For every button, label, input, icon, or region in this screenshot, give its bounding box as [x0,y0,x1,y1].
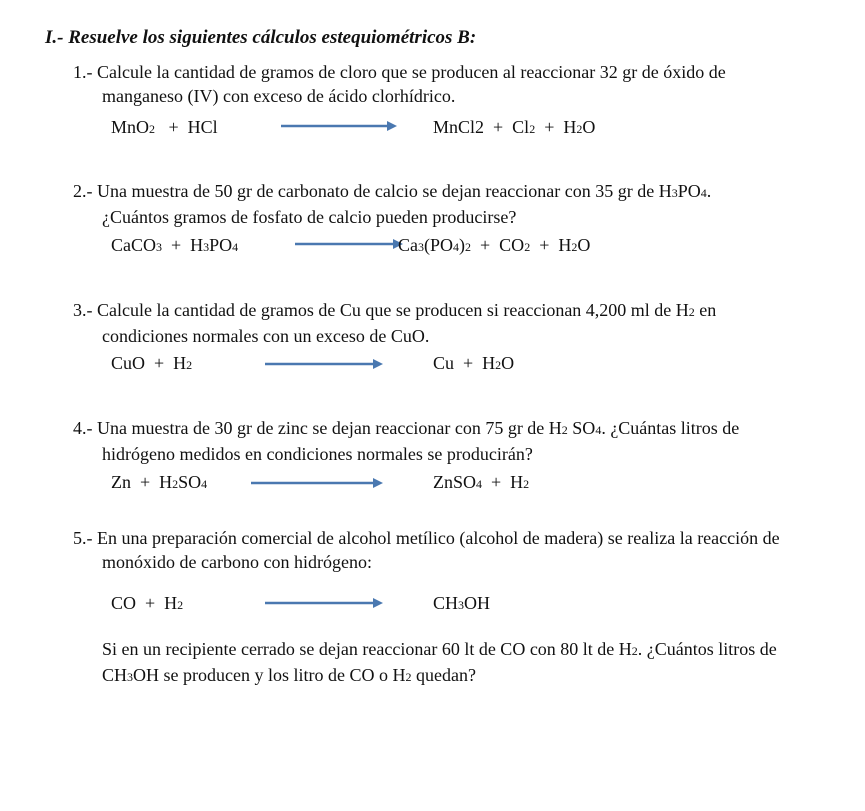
equation-1-reactants: MnO2 + HCl [111,117,218,137]
equation-1-products: MnCl2 + Cl2 + H2O [433,117,596,137]
problem-3-line-1: 3.- Calcule la cantidad de gramos de Cu que se producen si reaccionan 4,200 ml de H2 en [73,300,717,320]
problem-5-question-line-2: CH3OH se producen y los litro de CO o H2 quedan? [102,665,476,685]
problem-5-text [73,526,780,574]
problem-3-line-2: condiciones normales con un exceso de CuO. [102,326,430,346]
problem-1-line-1: 1.- Calcule la cantidad de gramos de cloro que se producen al reaccionar 32 gr de óxido de [73,62,726,82]
equation-5-reactants: CO + H2 [111,593,184,613]
problem-2-text [73,179,711,229]
problem-4-line-2: hidrógeno medidos en condiciones normales se producirán? [102,444,533,464]
equation-4-reactants: Zn + H2SO4 [111,472,208,492]
problem-3-text [73,298,716,348]
reaction-arrow-5 [265,597,383,609]
equation-4-products: ZnSO4 + H2 [433,472,530,492]
problem-5-line-1: 5.- En una preparación comercial de alcohol metílico (alcohol de madera) se realiza la reacción de [73,528,780,548]
problem-4-line-1: 4.- Una muestra de 30 gr de zinc se dejan reaccionar con 75 gr de H2 SO4. ¿Cuántas litros de [73,418,740,438]
reaction-arrow-1 [281,120,397,132]
reaction-arrow-4 [251,477,383,489]
equation-3-reactants: CuO + H2 [111,353,193,373]
problem-5-line-2: monóxido de carbono con hidrógeno: [102,552,372,572]
equation-5-products: CH3OH [433,593,491,613]
problem-5-question-line-1: Si en un recipiente cerrado se dejan reaccionar 60 lt de CO con 80 lt de H2. ¿Cuántos litros de [102,639,777,659]
problem-2-line-1: 2.- Una muestra de 50 gr de carbonato de calcio se dejan reaccionar con 35 gr de H3PO4. [73,181,712,201]
reaction-arrow-3 [265,358,383,370]
problem-4-text [73,416,739,466]
equation-3-products: Cu + H2O [433,353,515,373]
problem-1-text [73,60,726,108]
problem-2-line-2: ¿Cuántos gramos de fosfato de calcio pueden producirse? [102,207,517,227]
reaction-arrow-2 [295,238,403,250]
page-title: I.- Resuelve los siguientes cálculos estequiométricos B: [45,27,477,48]
problem-1-line-2: manganeso (IV) con exceso de ácido clorhídrico. [102,86,456,106]
equation-2-reactants: CaCO3 + H3PO4 [111,235,239,255]
problem-5-question [102,637,777,689]
equation-2-products: Ca3(PO4)2 + CO2 + H2O [398,235,591,255]
